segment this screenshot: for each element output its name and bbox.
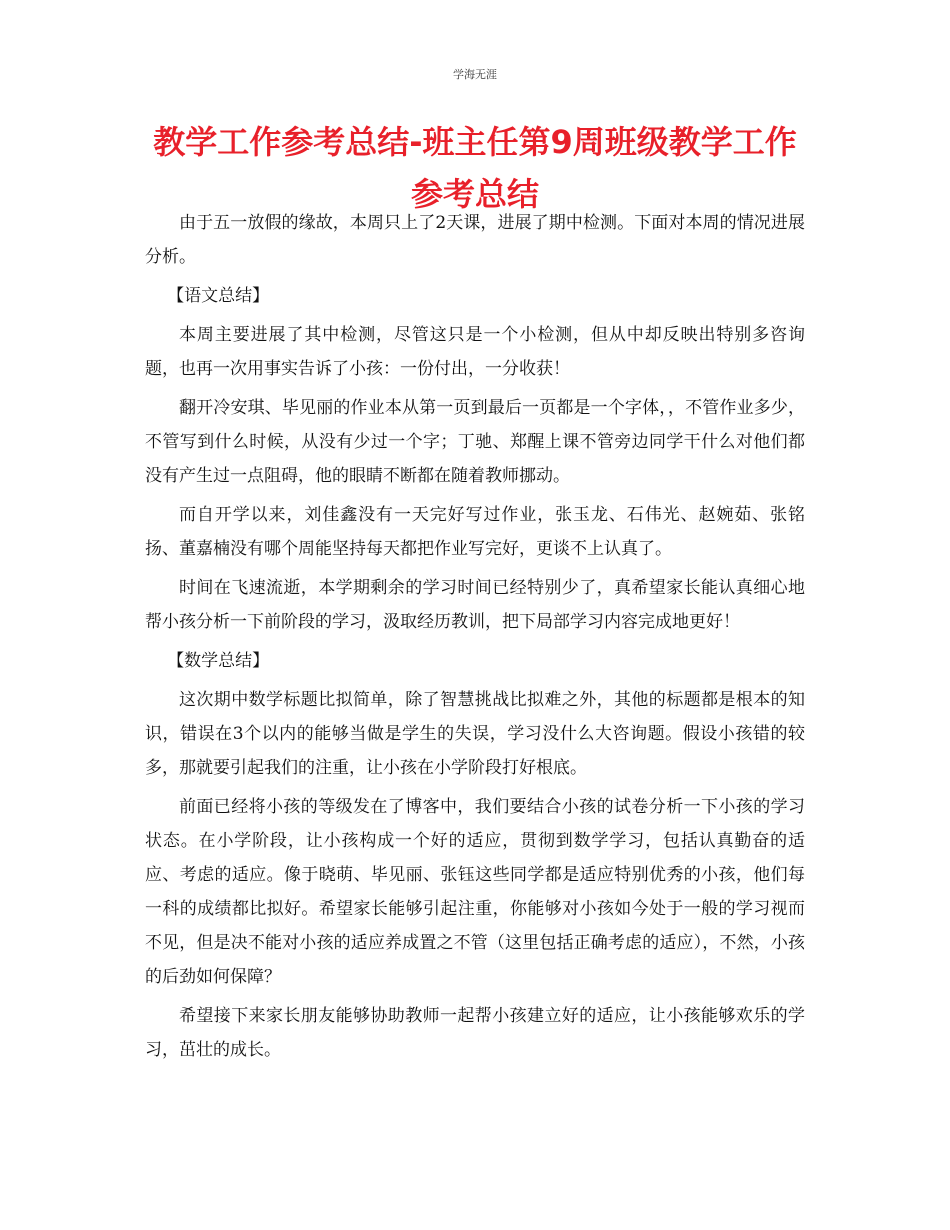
section-heading-math: 【数学总结】 xyxy=(167,651,270,671)
body-paragraph: 本周主要进展了其中检测，尽管这只是一个小检测，但从中却反映出特别多咨询题，也再一次用事实告诉了小孩：一份付出，一分收获！ xyxy=(145,325,805,379)
intro-paragraph: 由于五一放假的缘故，本周只上了2天课，进展了期中检测。下面对本周的情况进展分析。 xyxy=(145,213,805,267)
body-paragraph: 前面已经将小孩的等级发在了博客中，我们要结合小孩的试卷分析一下小孩的学习状态。在小学阶段，让小孩构成一个好的适应，贯彻到数学学习，包括认真勤奋的适应、考虑的适应。像于晓萌、毕见丽、张钰这些同学都是适应特别优秀的小孩，他们每一科的成绩都比拟好。希望家长能够引起注重，你能够对小孩如今处于一般的学习视而不见，但是决不能对小孩的适应养成置之不管（这里包括正确考虑的适应），不然，小孩的后劲如何保障？ xyxy=(145,797,805,987)
page-header: 学海无涯 xyxy=(453,68,497,81)
body-paragraph: 翻开冷安琪、毕见丽的作业本从第一页到最后一页都是一个字体，，不管作业多少，不管写到什么时候，从没有少过一个字；丁驰、郑醒上课不管旁边同学干什么对他们都没有产生过一点阻碍，他的眼睛不断都在随着教师挪动。 xyxy=(145,398,805,486)
document-body xyxy=(145,206,805,1072)
document-title: 教学工作参考总结-班主任第9周班级教学工作参考总结 xyxy=(153,123,797,213)
body-paragraph: 希望接下来家长朋友能够协助教师一起帮小孩建立好的适应，让小孩能够欢乐的学习，茁壮的成长。 xyxy=(145,1006,805,1060)
body-paragraph: 而自开学以来，刘佳鑫没有一天完好写过作业，张玉龙、石伟光、赵婉茹、张铭扬、董嘉楠没有哪个周能坚持每天都把作业写完好，更谈不上认真了。 xyxy=(145,505,805,559)
section-heading-chinese: 【语文总结】 xyxy=(167,286,270,306)
body-paragraph: 时间在飞速流逝，本学期剩余的学习时间已经特别少了，真希望家长能认真细心地帮小孩分析一下前阶段的学习，汲取经历教训，把下局部学习内容完成地更好！ xyxy=(145,578,805,632)
body-paragraph: 这次期中数学标题比拟简单，除了智慧挑战比拟难之外，其他的标题都是根本的知识，错误在3个以内的能够当做是学生的失误，学习没什么大咨询题。假设小孩错的较多，那就要引起我们的注重，让小孩在小学阶段打好根底。 xyxy=(145,690,805,778)
